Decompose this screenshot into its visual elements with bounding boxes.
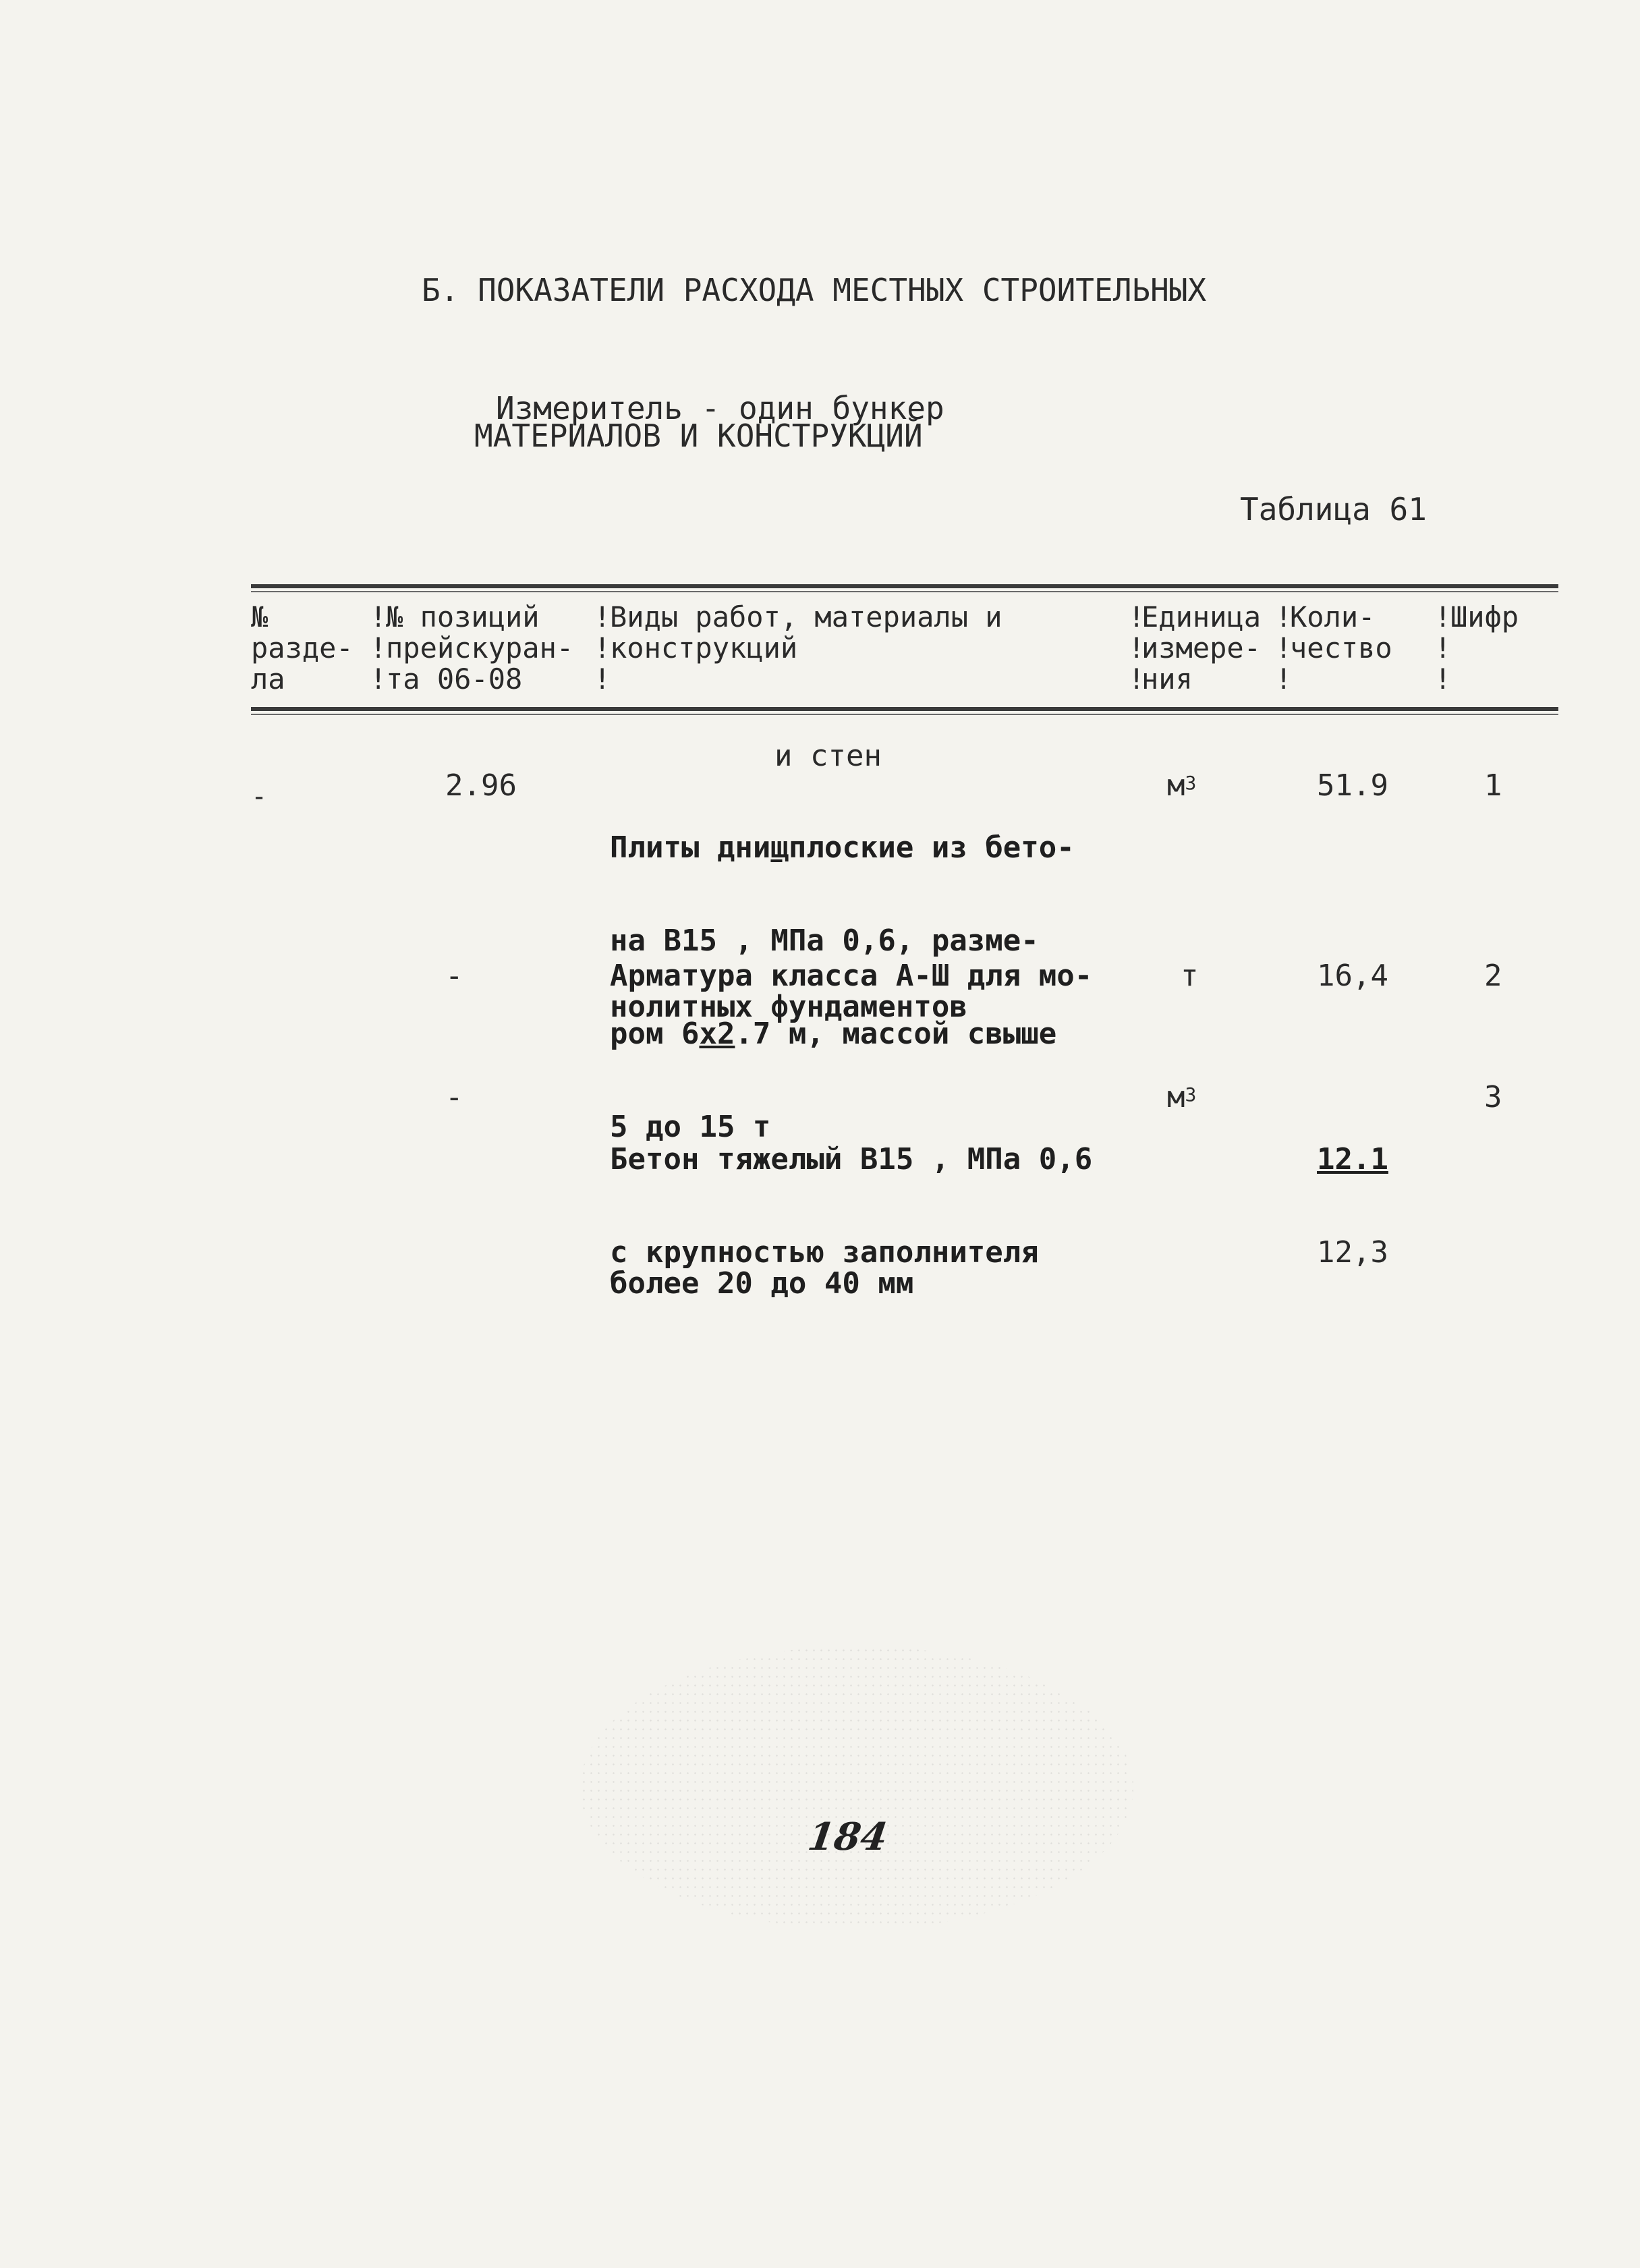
- table-header-bottom-rule-thin: [251, 714, 1558, 715]
- row3-position: -: [445, 1080, 463, 1114]
- table-number: Таблица 61: [1240, 491, 1427, 528]
- row3-works: Бетон тяжелый B15 , МПа 0,6 с крупностью заполнителя более 20 до 40 мм: [610, 1142, 1093, 1301]
- header-separator-5: ! ! !: [1275, 600, 1293, 696]
- row1-quantity: 51.9: [1317, 768, 1388, 803]
- row3-code: 3: [1484, 1080, 1502, 1114]
- measure-unit-label: Измеритель - один бункер: [496, 390, 944, 426]
- section-heading: [422, 169, 1206, 557]
- row1-works-insert: и стен: [774, 739, 882, 773]
- paper-speckle-texture: [580, 1646, 1133, 1929]
- row1-code: 1: [1484, 768, 1502, 803]
- row1-section: -: [251, 781, 268, 812]
- row1-works: Плиты днищплоские из бето- на B15 , МПа 0,6, разме- ром 6х2.7 м, массой свыше 5 до 15 т: [610, 830, 1075, 1144]
- header-separator-3: ! ! !: [594, 600, 611, 696]
- row1-position: 2.96: [445, 768, 517, 803]
- header-position: № позиций прейскуран- та 06-08: [386, 600, 574, 696]
- page-number: 184: [805, 1815, 890, 1859]
- header-separator-4: ! ! !: [1128, 600, 1146, 696]
- row2-works: Арматура класса А-Ш для мо- нолитных фундаментов: [610, 959, 1093, 1024]
- header-separator-2: ! ! !: [370, 600, 387, 696]
- row2-quantity: 16,4: [1317, 959, 1388, 993]
- table-top-rule: [251, 584, 1558, 588]
- row2-position: -: [445, 959, 463, 993]
- table-header-bottom-rule: [251, 707, 1558, 711]
- header-quantity: Коли- чество: [1290, 600, 1392, 664]
- header-unit: Единица измере- ния: [1141, 600, 1262, 696]
- header-works: Виды работ, материалы и конструкций: [610, 600, 1002, 664]
- row2-unit: т: [1181, 959, 1199, 993]
- row3-quantity: 12.1 12,3: [1317, 1142, 1388, 1270]
- header-section: № разде- ла: [251, 600, 354, 696]
- header-code: Шифр: [1450, 600, 1519, 633]
- row3-unit: $м^3$: [1167, 1080, 1197, 1114]
- heading-line-1: Б. ПОКАЗАТЕЛИ РАСХОДА МЕСТНЫХ СТРОИТЕЛЬНЫХ: [422, 272, 1207, 308]
- heading-line-2: МАТЕРИАЛОВ И КОНСТРУКЦИЙ: [474, 418, 923, 454]
- row1-unit: $м^3$: [1167, 768, 1197, 803]
- table-top-rule-thin: [251, 591, 1558, 592]
- row2-code: 2: [1484, 959, 1502, 993]
- header-separator-6: ! ! !: [1434, 600, 1452, 696]
